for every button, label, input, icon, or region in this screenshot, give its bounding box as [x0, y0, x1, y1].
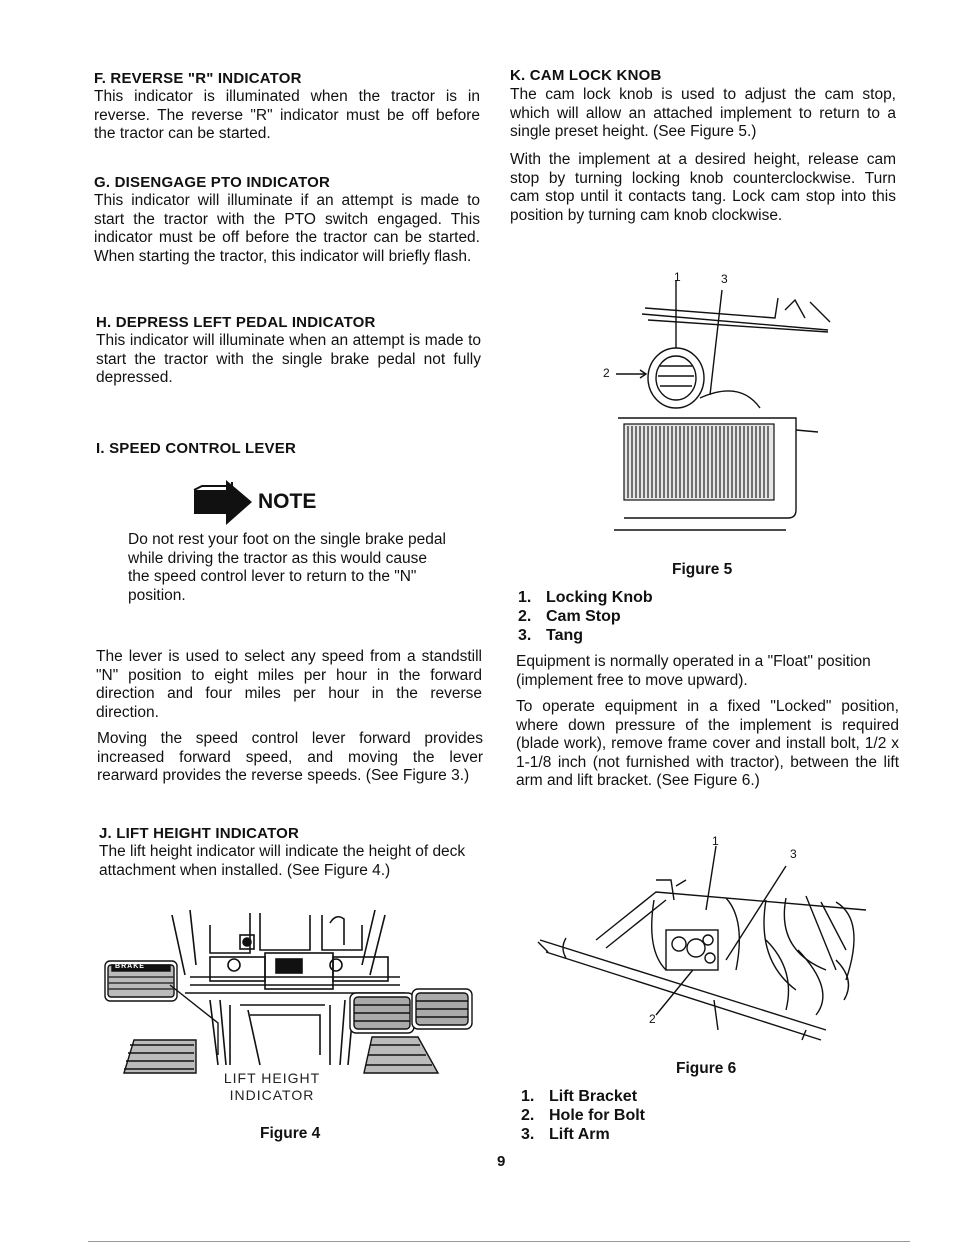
- note-arrow-icon: [192, 480, 254, 526]
- section-k-body-2: With the implement at a desired height, release cam stop by turning locking knob counterclockwise. Turn cam stop until it contacts tang. Lock cam stop into this position by turning cam knob clockwise.: [510, 151, 896, 224]
- section-j-body: The lift height indicator will indicate the height of deck attachment when installed. (See Figure 4.): [99, 843, 466, 879]
- float-position-body: Equipment is normally operated in a "Float" position (implement free to move upward).: [516, 653, 871, 689]
- legend-text: Hole for Bolt: [549, 1107, 645, 1124]
- legend-number: 2.: [518, 608, 532, 625]
- fig4-brake-text: BRAKE: [115, 963, 145, 970]
- section-h-body: This indicator will illuminate when an attempt is made to start the tractor with the single brake pedal not fully depressed.: [96, 332, 481, 387]
- legend-text: Tang: [546, 627, 584, 644]
- section-h-title: H. DEPRESS LEFT PEDAL INDICATOR: [96, 314, 376, 331]
- fig5-callout-3: 3: [721, 272, 728, 286]
- figure-5-caption: Figure 5: [672, 561, 733, 578]
- section-g-title: G. DISENGAGE PTO INDICATOR: [94, 174, 331, 191]
- bottom-rule: [88, 1241, 910, 1242]
- figure-6-legend: [521, 1087, 645, 1144]
- note-label: NOTE: [258, 490, 317, 513]
- legend-item: [521, 1087, 645, 1106]
- section-f-body: This indicator is illuminated when the tractor is in reverse. The reverse "R" indicator must be off before the tractor can be started.: [94, 88, 480, 143]
- legend-item: [521, 1125, 645, 1144]
- figure-4-caption: Figure 4: [260, 1125, 321, 1142]
- page-number: 9: [497, 1153, 506, 1170]
- legend-text: Locking Knob: [546, 589, 653, 606]
- legend-text: Cam Stop: [546, 608, 621, 625]
- figure-5-illustration: [600, 270, 840, 540]
- legend-item: [518, 607, 653, 626]
- section-f-title: F. REVERSE "R" INDICATOR: [94, 70, 302, 87]
- fig6-callout-2: 2: [649, 1012, 656, 1026]
- section-i-body-1: The lever is used to select any speed from a standstill "N" position to eight miles per hour in the forward direction and four miles per hour in the reverse direction.: [96, 648, 482, 721]
- figure-6-caption: Figure 6: [676, 1060, 737, 1077]
- figure-6-illustration: [536, 840, 876, 1045]
- legend-number: 3.: [518, 627, 532, 644]
- legend-item: [518, 626, 653, 645]
- figure-4-illustration: [100, 905, 480, 1075]
- section-k-body-1: The cam lock knob is used to adjust the cam stop, which will allow an attached implement to return to a single preset height. (See Figure 5.): [510, 86, 896, 141]
- figure-5-legend: [518, 588, 653, 645]
- locked-position-body: To operate equipment in a fixed "Locked" position, where down pressure of the implement is required (blade work), remove frame cover and install bolt, 1/2 x 1-1/8 inch (not furnished with tractor), between the lift arm and lift bracket. (See Figure 6.): [516, 698, 899, 790]
- legend-number: 1.: [521, 1088, 535, 1105]
- section-i-title: I. SPEED CONTROL LEVER: [96, 440, 296, 457]
- legend-text: Lift Arm: [549, 1126, 610, 1143]
- fig4-label-line-1: LIFT HEIGHT: [223, 1070, 321, 1086]
- fig4-label-line-2: INDICATOR: [229, 1087, 315, 1103]
- legend-text: Lift Bracket: [549, 1088, 638, 1105]
- legend-item: [518, 588, 653, 607]
- legend-number: 2.: [521, 1107, 535, 1124]
- section-k-title: K. CAM LOCK KNOB: [510, 67, 662, 84]
- section-i-body-2: Moving the speed control lever forward provides increased forward speed, and moving the lever rearward provides the reverse speeds. (See Figure 3.): [97, 730, 483, 785]
- legend-item: [521, 1106, 645, 1125]
- fig5-callout-2: 2: [603, 366, 610, 380]
- fig6-callout-1: 1: [712, 834, 719, 848]
- fig5-callout-1: 1: [674, 270, 681, 284]
- legend-number: 3.: [521, 1126, 535, 1143]
- section-g-body: This indicator will illuminate if an attempt is made to start the tractor with the PTO switch engaged. This indicator must be off before the tractor can be started. When starting the tractor, this indicator will briefly flash.: [94, 192, 480, 265]
- legend-number: 1.: [518, 589, 532, 606]
- section-j-title: J. LIFT HEIGHT INDICATOR: [99, 825, 300, 842]
- note-body: Do not rest your foot on the single brake pedal while driving the tractor as this would cause the speed control lever to return to the "N" position.: [128, 531, 446, 604]
- fig6-callout-3: 3: [790, 847, 797, 861]
